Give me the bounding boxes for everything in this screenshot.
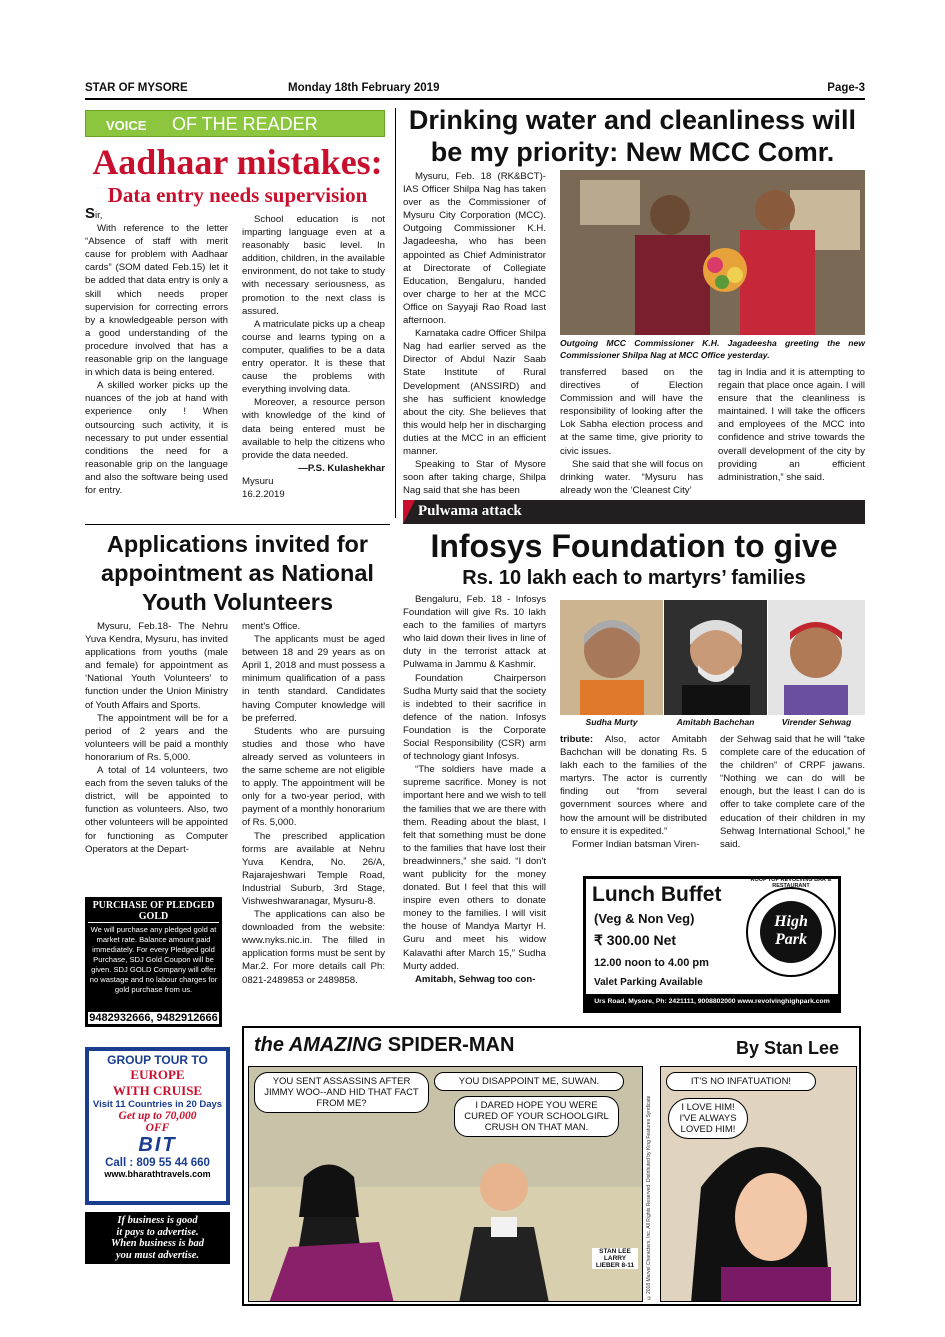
masthead-rule xyxy=(85,98,865,100)
sehwag-portrait xyxy=(768,600,865,715)
infosys-col1 xyxy=(403,593,546,986)
paragraph xyxy=(403,973,546,986)
mcc-col3 xyxy=(718,366,865,484)
signature: —P.S. Kulashekhar xyxy=(298,462,385,474)
nyv-headline: Applications invited for appointment as National Youth Volunteers xyxy=(101,531,374,615)
mcc-col2 xyxy=(560,366,703,497)
mcc-col1 xyxy=(403,170,546,497)
infosys-col3 xyxy=(720,733,865,851)
bold-subhead: Amitabh, Sehwag too con- xyxy=(415,973,536,985)
gold-title: PURCHASE OF PLEDGED GOLD xyxy=(88,900,219,923)
paragraph: Mysuru, Feb.18- The Nehru Yuva Kendra, Mysuru, has invited applications from youths (male and female) for appointment as ‘National Youth Volunteers’ to function under the Union Ministry of Youth Affairs and Sports. xyxy=(85,621,228,711)
buffet-valet: Valet Parking Available xyxy=(594,977,703,988)
tour-line5: Get up to 70,000 xyxy=(118,1110,197,1122)
sudha-portrait xyxy=(560,600,663,715)
house-line3: When business is bad xyxy=(110,1238,205,1249)
paragraph: The prescribed application forms are available at Nehru Yuva Kendra, No. 26/A, Rajarajeshwari Temple Road, Industrial Suburb, 3rd Stage, Vishweshwaranagar, Mysuru-8. xyxy=(242,830,385,907)
sign-date: 16.2.2019 xyxy=(242,488,285,500)
nyv-top-rule xyxy=(85,524,390,525)
paragraph: School education is not imparting language even at a reasonably basic level. In addition, children, in the available environment, do not take to study with necessary seriousness, as promotion to the next class is assured. xyxy=(242,214,385,317)
paragraph: Foundation Chairperson Sudha Murty said that the society is indebted to their sacrifice in defence of the nation. Infosys Foundation is the Corporate Social Responsibility (CSR) arm of technology giant Infosys. xyxy=(403,672,546,763)
voice-vertical-rule xyxy=(395,108,396,518)
paragraph: The applications can also be downloaded from the website: www.nyks.nic.in. The filled in application forms must be sent by Mar.2. For more details call Ph: 0821-2489853 or 2489858. xyxy=(242,909,385,986)
house-line1: If business is good xyxy=(117,1215,198,1226)
paragraph: A total of 14 volunteers, two each from the seven taluks of the district, will be appointed to function as volunteers. Also, two other volunteers will be appointed for functioning as Computer Operators at the Depart- xyxy=(85,765,228,855)
photo-name-1: Sudha Murty xyxy=(585,717,638,727)
paper-name: STAR OF MYSORE xyxy=(85,82,188,94)
paragraph: Mysuru, Feb. 18 (RK&BCT)- IAS Officer Shilpa Nag has taken over as the Commissioner of Mysuru City Corporation (MCC). Outgoing Commissioner K.H. Jagadeesha, who has been appointed as Chief Administrator at Directorate of Collegiate Education, Bengaluru, handed over charge to her at the MCC Office on Sayyaji Rao Road last afternoon. xyxy=(403,171,546,327)
ad-advertise xyxy=(85,1212,230,1264)
issue-date: Monday 18th February 2019 xyxy=(288,82,440,94)
tour-web: www.bharathtravels.com xyxy=(104,1169,211,1179)
buffet-time: 12.00 noon to 4.00 pm xyxy=(594,957,709,969)
sudha-photo xyxy=(560,600,663,715)
infosys-headline: Infosys Foundation to give xyxy=(430,528,838,564)
buffet-footer: Urs Road, Mysore, Ph: 2421111, 9008802000 www.revolvinghighpark.com xyxy=(586,994,838,1010)
amitabh-portrait xyxy=(664,600,767,715)
ad-lunch-buffet xyxy=(583,876,841,1013)
salutation xyxy=(85,207,228,222)
logo-disc xyxy=(760,901,822,963)
bubble-2: YOU DISAPPOINT ME, SUWAN. xyxy=(434,1072,624,1091)
paragraph: Karnataka cadre Officer Shilpa Nag had earlier served as the Director of Abdul Nazir Saab State Institute of Rural Development (ANSSIRD) and she has sufficient knowledge about the city. She believes that this would help her in discharging duties at the MCC in an efficient manner. xyxy=(403,328,546,457)
mcc-caption: Outgoing MCC Commissioner K.H. Jagadeesha greeting the new Commissioner Shilpa Nag at MCC Office yesterday. xyxy=(560,338,865,360)
voice-tag-large: OF THE READER xyxy=(172,114,318,134)
salutation-rest: ir, xyxy=(95,210,103,221)
bubble-1: YOU SENT ASSASSINS AFTER JIMMY WOO--AND HID THAT FACT FROM ME? xyxy=(254,1072,429,1113)
photo-name-3: Virender Sehwag xyxy=(781,717,852,727)
gold-body: We will purchase any pledged gold at market rate. Balance amount paid immediately. For every Pledged gold Purchase, SDJ Gold Coupon will be given. SDJ GOLD Company will offer no wastage and no labour charges for gold purchase from us. xyxy=(89,925,218,994)
tour-line2: EUROPE xyxy=(130,1067,185,1082)
comic-byline: By Stan Lee xyxy=(735,1038,839,1058)
comic-title-em: AMAZING xyxy=(288,1034,383,1056)
photo-name-2: Amitabh Bachchan xyxy=(676,717,755,727)
page-number: Page-3 xyxy=(827,82,865,94)
tour-logo: BIT xyxy=(138,1134,177,1156)
logo-line1: High xyxy=(774,913,808,930)
tour-line4: Visit 11 Countries in 20 Days xyxy=(92,1099,223,1110)
nyv-col1 xyxy=(85,620,228,856)
infosys-col2 xyxy=(560,733,707,851)
comic-signature: STAN LEE LARRY LIEBER 8-11 xyxy=(592,1248,638,1269)
bold-lead: tribute: xyxy=(560,734,594,745)
tour-line1: GROUP TOUR TO xyxy=(107,1053,208,1067)
paragraph: She said that she will focus on drinking water. “Mysuru has already won the ‘Cleanest City’ xyxy=(560,458,703,496)
paragraph-text: Also, actor Amitabh Bachchan will be donating Rs. 5 lakh each to the families of the martyrs. The actor is currently finding out “from several government sources where and how the amount will be distributed to ensure it is expedited.” xyxy=(560,734,707,837)
amitabh-photo xyxy=(664,600,767,715)
masthead xyxy=(85,80,865,98)
sehwag-photo xyxy=(768,600,865,715)
house-line4: you must advertise. xyxy=(115,1249,200,1261)
paragraph: tag in India and it is attempting to regain that place once again. I will ensure that the cleanliness is maintained. I will take the officers and employees of the MCC into confidence and strive towards the overall development of the city by providing an efficient administration,” she said. xyxy=(718,367,865,483)
high-park-logo xyxy=(746,877,836,977)
bubble-5: I LOVE HIM! I'VE ALWAYS LOVED HIM! xyxy=(668,1098,748,1139)
kicker-label: Pulwama attack xyxy=(418,503,522,519)
voice-headline: Aadhaar mistakes: xyxy=(92,142,383,182)
bubble-4: IT'S NO INFATUATION! xyxy=(666,1072,816,1091)
comic-title-post: SPIDER-MAN xyxy=(382,1034,515,1056)
infosys-subhead: Rs. 10 lakh each to martyrs’ families xyxy=(462,567,806,589)
paragraph: Students who are pursuing studies and those who have already served as volunteers in the same scheme are not eligible to apply. The appointment will be only for a two-year period, with payment of a monthly honorarium of Rs. 5,000. xyxy=(242,725,385,829)
paragraph: A skilled worker picks up the nuances of the job at hand with experience only ! When outsourcing such activity, it is necessary to put under essential conditions the need for a reasonable grip on the language and also the software being used for entry. xyxy=(85,380,228,496)
comic-title xyxy=(254,1034,514,1057)
gold-phone: 9482932666, 9482912666 xyxy=(89,1012,218,1024)
voice-tag xyxy=(85,110,385,137)
comic-strip xyxy=(242,1026,861,1306)
paragraph: The appointment will be for a period of 2 years and the volunteers will be paid a monthly honorarium of Rs. 5,000. xyxy=(85,712,228,763)
paragraph: A matriculate picks up a cheap course and learns typing on a computer, qualifies to be a data entry operator. It is these that cause the problems with everything involving data. xyxy=(242,318,385,396)
voice-tag-small: VOICE xyxy=(106,118,147,133)
mcc-headline: Drinking water and cleanliness will be my priority: New MCC Comr. xyxy=(408,105,857,167)
salutation-initial: S xyxy=(85,205,96,222)
ad-europe-tour xyxy=(85,1047,230,1205)
logo-ring: ROOF TOP REVOLVING BAR & RESTAURANT xyxy=(750,877,832,889)
voice-col2 xyxy=(242,213,385,501)
nyv-col2 xyxy=(242,620,385,987)
paragraph: Former Indian batsman Viren- xyxy=(572,838,700,850)
voice-subhead: Data entry needs supervision xyxy=(107,183,368,207)
bubble-3: I DARED HOPE YOU WERE CURED OF YOUR SCHOOLGIRL CRUSH ON THAT MAN. xyxy=(454,1096,619,1137)
paragraph: Moreover, a resource person with knowledge of the kind of data being entered must be available to help the citizens who provide the data needed. xyxy=(242,397,385,461)
buffet-price: ₹ 300.00 Net xyxy=(594,932,677,948)
tour-line6: OFF xyxy=(145,1122,170,1134)
mcc-photo-illustration xyxy=(560,170,865,335)
paragraph: The applicants must be aged between 18 and 29 years as on April 1, 2018 and must possess a minimum qualification of a pass in tenth standard. Candidates having Computer knowledge will be preferred. xyxy=(242,634,385,724)
comic-copyright: ©2018 Marvel Characters, Inc. All Rights Reserved. Distributed by King Features Syndicate xyxy=(646,1095,652,1300)
paragraph: der Sehwag said that he will “take complete care of the education of the children” of CRPF jawans. “Nothing we can do will be enough, but the least I can do is offer to take complete care of the education of their children in my Sehwag International School,” he said. xyxy=(720,734,865,850)
voice-col1 xyxy=(85,207,228,497)
paragraph: Speaking to Star of Mysore soon after taking charge, Shilpa Nag said that she has been xyxy=(403,459,546,497)
tour-line3: WITH CRUISE xyxy=(112,1083,203,1098)
paragraph: With reference to the letter “Absence of staff with merit cause for problem with Aadhaar cards” (SOM dated Feb.15) let it be added that data entry is only a skill which needs proper supervision for correcting errors by a knowledgeable person with a good understanding of the procedure involved that has a reasonable grip on the language in which data is being entered. xyxy=(85,223,228,379)
kicker-arrow xyxy=(403,500,415,524)
pulwama-kicker xyxy=(403,500,865,524)
buffet-title: Lunch Buffet xyxy=(592,883,722,906)
paragraph: Bengaluru, Feb. 18 - Infosys Foundation will give Rs. 10 lakh each to the families of martyrs who laid down their lives in line of duty in the terrorist attack at Pulwama in Jammu & Kashmir. xyxy=(403,594,546,671)
comic-title-pre: the xyxy=(254,1034,289,1056)
tour-call: Call : 809 55 44 660 xyxy=(105,1157,210,1169)
sign-place: Mysuru xyxy=(242,475,274,487)
mcc-photo xyxy=(560,170,865,335)
paragraph: “The soldiers have made a supreme sacrifice. Money is not important here and we wish to tell the families that we are there with them. Reading about the blast, I felt that something must be done to the families that have lost their breadwinners,” she said. “I don't want publicity for the money donated. But I feel that this will inspire even others to donate money to the families. I will visit the house of Mandya Martyr H. Guru and meet his widow Kalavathi after March 15,” Sudha Murty added. xyxy=(403,764,546,972)
ad-pledged-gold xyxy=(85,897,222,1027)
paragraph xyxy=(560,733,707,838)
paragraph: ment's Office. xyxy=(242,621,301,632)
house-line2: it pays to advertise. xyxy=(116,1226,199,1238)
logo-line2: Park xyxy=(775,931,807,948)
paragraph: transferred based on the directives of Election Commission and will have the responsibility of looking after the Lok Sabha election process and at the same time, give priority to civic issues. xyxy=(560,367,703,457)
buffet-sub: (Veg & Non Veg) xyxy=(594,911,695,926)
